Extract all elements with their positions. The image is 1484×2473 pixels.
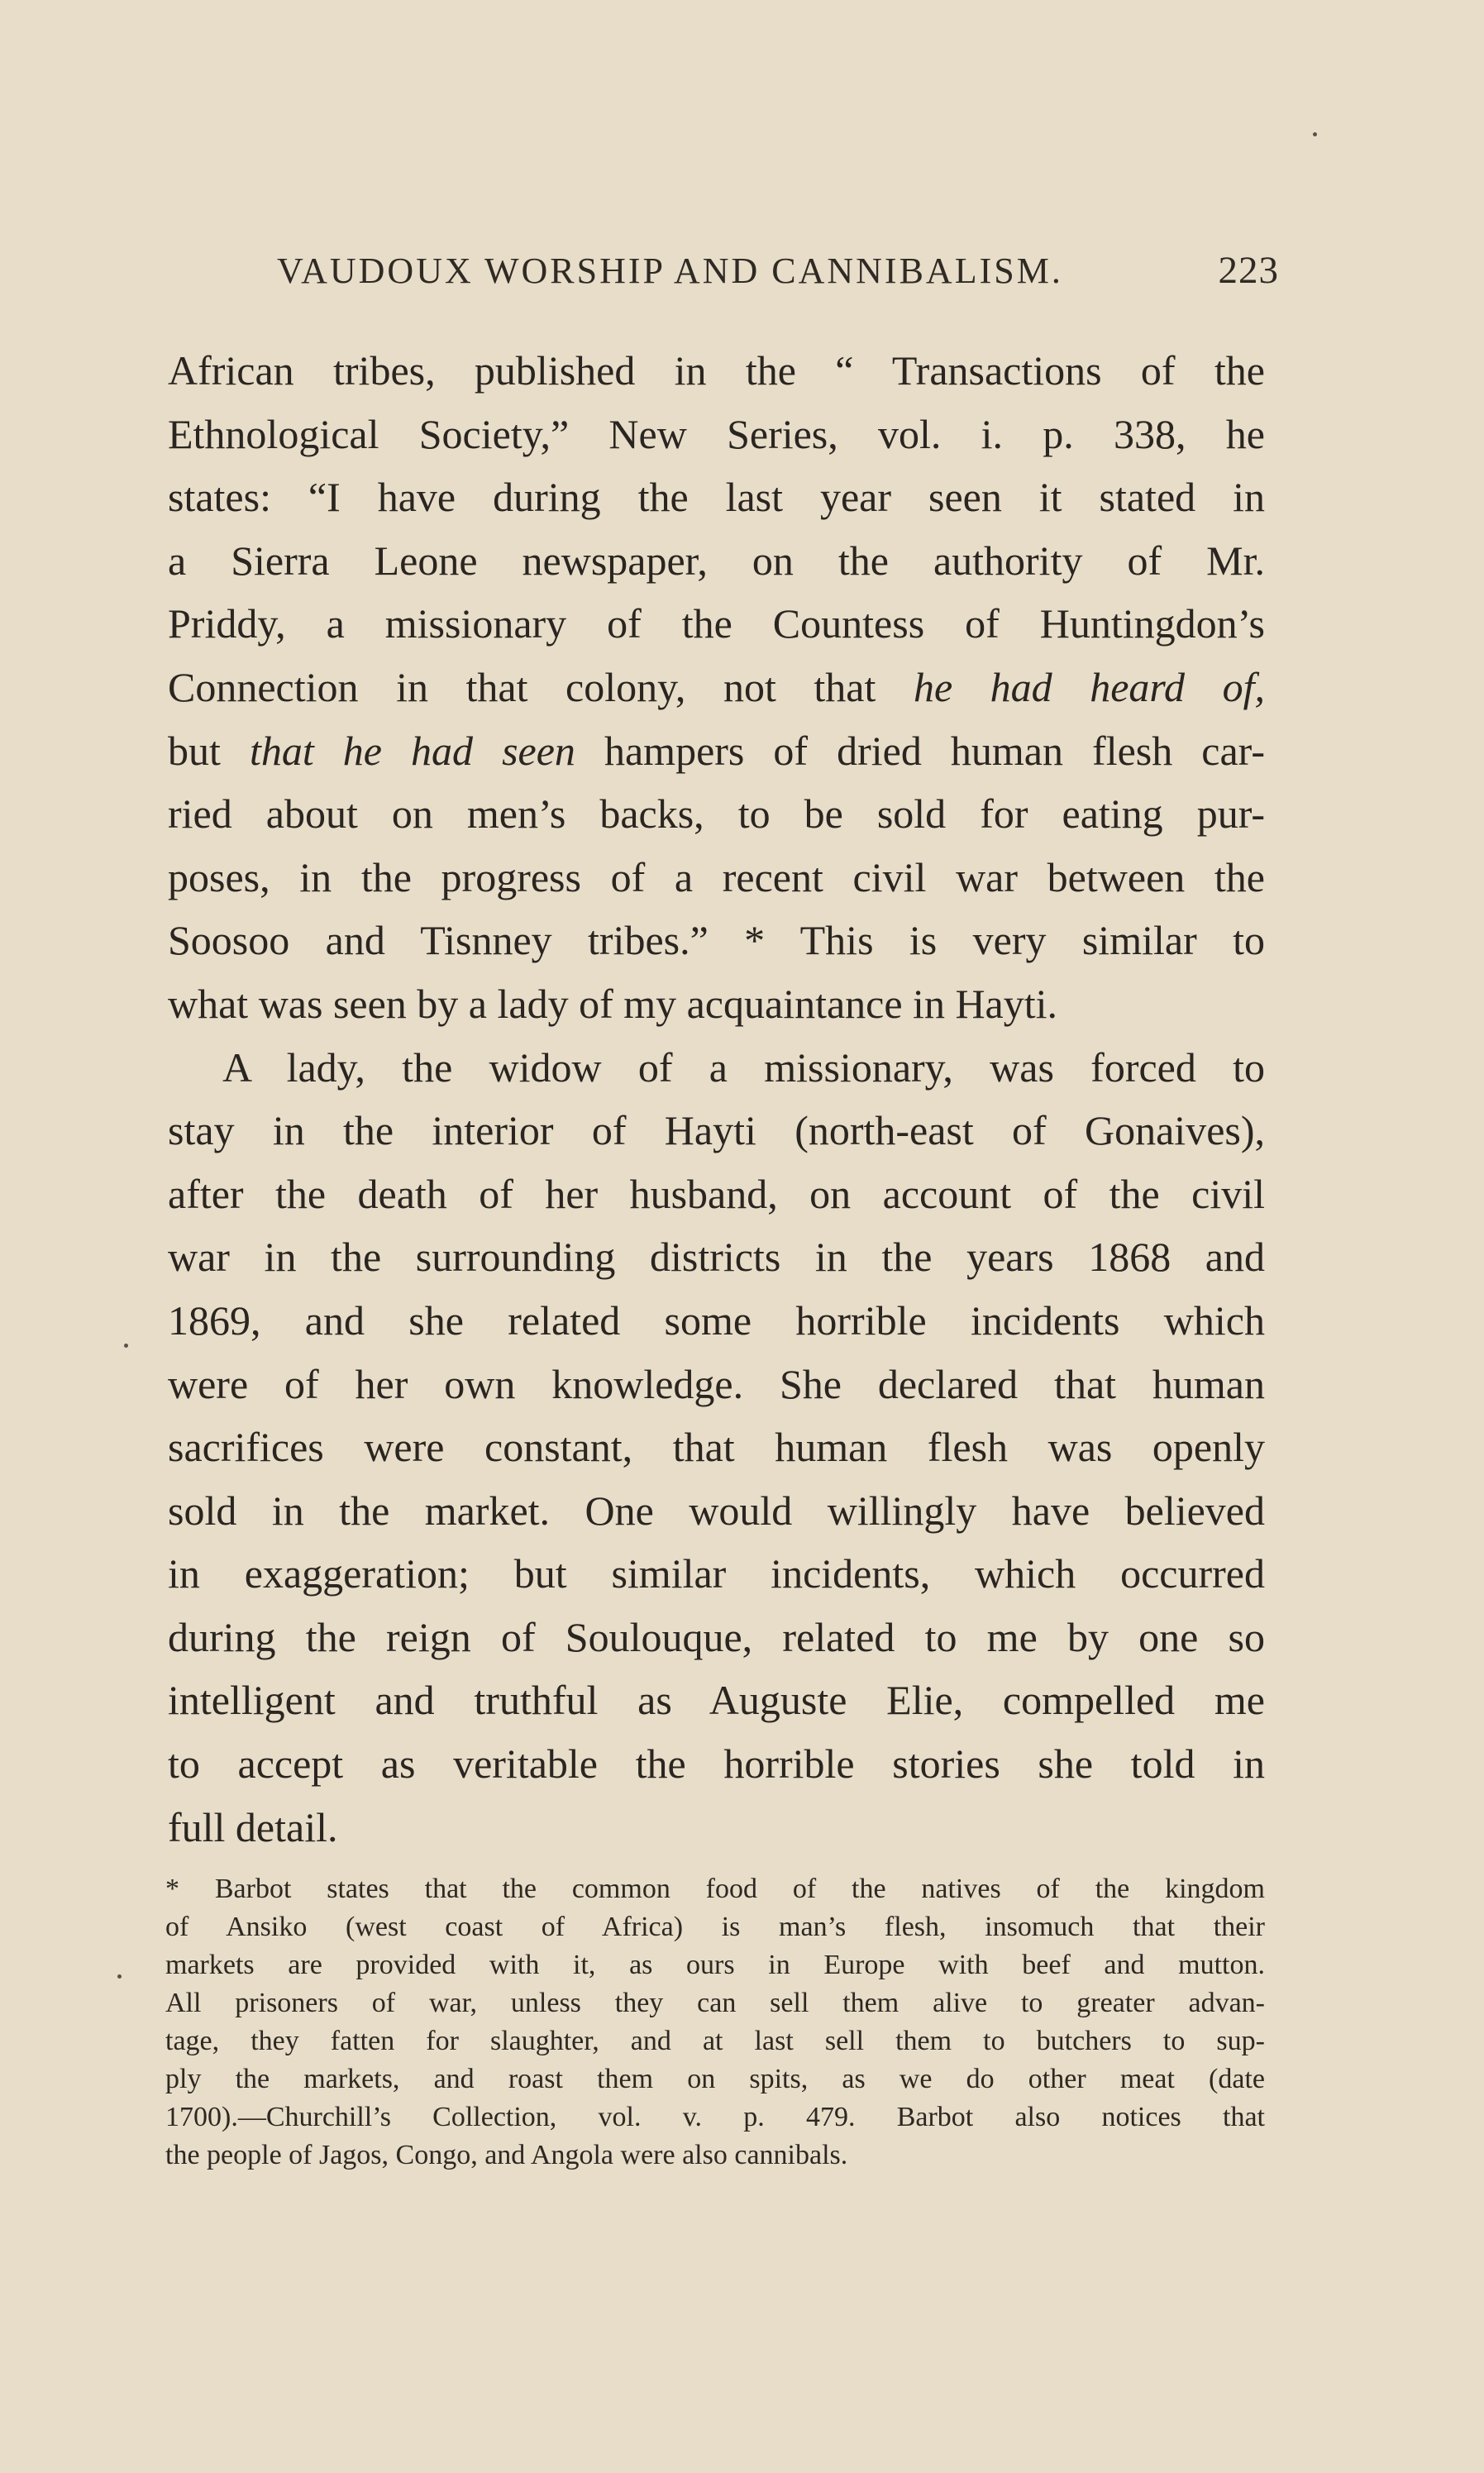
footnote-line: 1700).—Churchill’s Collection, vol. v. p. 479. Barbot also notices that — [165, 2102, 1265, 2132]
text-line — [168, 972, 1265, 1036]
text-line — [168, 529, 1265, 593]
text-line — [168, 1479, 1265, 1543]
text-run: poses, in the progress of a recent civil war between the — [168, 853, 1265, 900]
text-line — [168, 1732, 1265, 1796]
text-run: war in the surrounding districts in the years 1868 and — [168, 1234, 1265, 1281]
text-run: Soosoo and Tisnney tribes.” * This is very similar to — [168, 917, 1265, 964]
text-line — [168, 846, 1265, 909]
text-line — [168, 1225, 1265, 1289]
footnote-line: tage, they fatten for slaughter, and at last sell them to butchers to sup- — [165, 2026, 1265, 2056]
text-line — [168, 782, 1265, 846]
text-line — [168, 1036, 1265, 1100]
page-number: 223 — [1218, 249, 1279, 292]
text-line — [168, 656, 1265, 719]
text-line — [168, 1542, 1265, 1606]
text-run: stay in the interior of Hayti (north-east of Gonaives), — [168, 1107, 1265, 1154]
text-run: African tribes, published in the “ Transactions of the — [168, 347, 1265, 394]
paper-speck — [1313, 132, 1317, 136]
text-run: after the death of her husband, on account of the civil — [168, 1170, 1265, 1217]
text-run: during the reign of Soulouque, related to me by one so — [168, 1613, 1265, 1660]
text-run: 1869, and she related some horrible incidents which — [168, 1296, 1265, 1344]
text-run: sacrifices were constant, that human flesh was openly — [168, 1424, 1265, 1471]
text-run: Priddy, a missionary of the Countess of Huntingdon’s — [168, 600, 1265, 647]
text-run: ried about on men’s backs, to be sold for eating pur- — [168, 790, 1265, 838]
text-run: in exaggeration; but similar incidents, which occurred — [168, 1550, 1265, 1597]
footnote — [165, 1870, 1265, 2175]
paper-speck — [117, 1974, 122, 1979]
text-run: Connection in that colony, not that — [168, 663, 914, 710]
text-line — [168, 592, 1265, 656]
text-line — [168, 1416, 1265, 1479]
text-run: but — [168, 727, 250, 774]
text-run: Ethnological Society,” New Series, vol. i. p. 338, he — [168, 410, 1265, 457]
text-run: intelligent and truthful as Auguste Elie, compelled me — [168, 1677, 1265, 1724]
text-run: full detail. — [168, 1803, 338, 1850]
running-title: VAUDOUX WORSHIP AND CANNIBALISM. — [277, 251, 1063, 291]
text-line — [168, 909, 1265, 972]
footnote-line: ply the markets, and roast them on spits, as we do other meat (date — [165, 2064, 1265, 2094]
italic-text: he had heard of, — [913, 663, 1265, 710]
text-run: what was seen by a lady of my acquaintance in Hayti. — [168, 980, 1058, 1027]
text-line — [168, 719, 1265, 783]
footnote-line: the people of Jagos, Congo, and Angola were also cannibals. — [165, 2140, 848, 2170]
text-run: A lady, the widow of a missionary, was forced to — [222, 1043, 1265, 1091]
text-line — [168, 1796, 1265, 1860]
text-line — [168, 1099, 1265, 1163]
text-line — [168, 1353, 1265, 1416]
footnote-line: of Ansiko (west coast of Africa) is man’s flesh, insomuch that their — [165, 1912, 1265, 1942]
body-text — [168, 339, 1265, 1859]
text-line — [168, 1289, 1265, 1353]
text-run: to accept as veritable the horrible stories she told in — [168, 1740, 1265, 1788]
footnote-line: * Barbot states that the common food of the natives of the kingdom — [165, 1874, 1265, 1904]
text-run: were of her own knowledge. She declared that human — [168, 1360, 1265, 1407]
text-run: states: “I have during the last year seen it stated in — [168, 474, 1265, 521]
text-run: hampers of dried human flesh car- — [575, 727, 1265, 774]
text-line — [168, 403, 1265, 466]
text-line — [168, 465, 1265, 529]
text-run: a Sierra Leone newspaper, on the authority of Mr. — [168, 537, 1265, 584]
text-line — [168, 1669, 1265, 1732]
paper-speck — [124, 1344, 128, 1348]
footnote-line: markets are provided with it, as ours in Europe with beef and mutton. — [165, 1950, 1265, 1980]
italic-text: that he had seen — [249, 727, 575, 774]
running-header — [277, 248, 1279, 293]
text-run: sold in the market. One would willingly have believed — [168, 1487, 1265, 1534]
text-line — [168, 1606, 1265, 1669]
footnote-line: All prisoners of war, unless they can sell them alive to greater advan- — [165, 1988, 1265, 2018]
text-line — [168, 1163, 1265, 1226]
text-line — [168, 339, 1265, 403]
